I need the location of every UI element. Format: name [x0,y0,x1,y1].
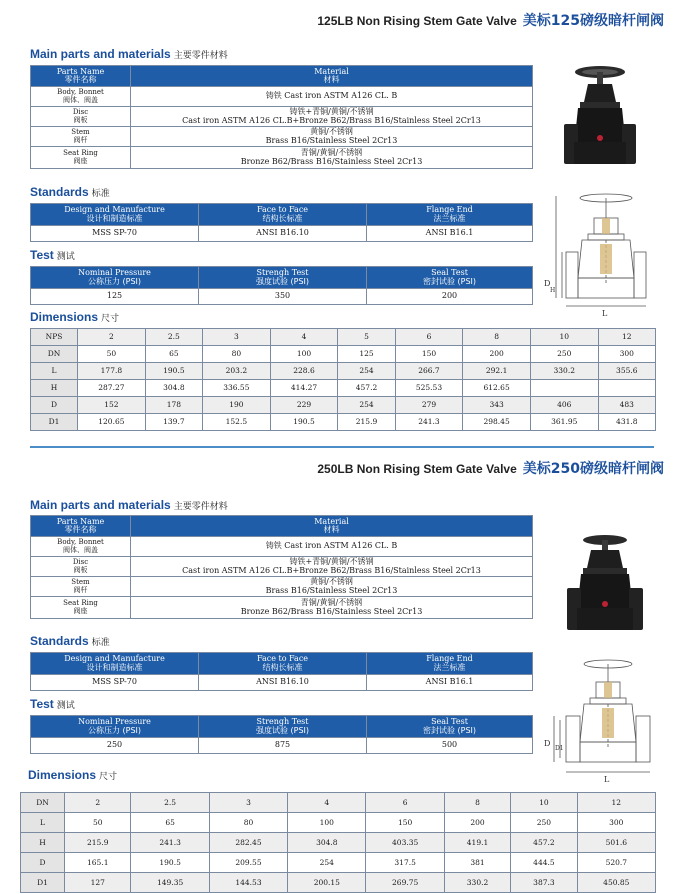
table-cell: 203.2 [203,363,271,380]
table-row: Body, Bonnet 阀体、阀盖 铸铁 Cast iron ASTM A126 CL. B [31,87,533,107]
table-cell: 10 [511,793,577,813]
table-cell: 152.5 [203,414,271,431]
table-cell: 2 [78,329,146,346]
table-cell [530,380,598,397]
table-cell: 209.55 [209,853,287,873]
test-heading: Test 测试 [30,248,75,262]
table-cell: 200 [444,813,510,833]
table-cell: 228.6 [270,363,338,380]
standards-table: Design and Manufacture 设计和制造标准 Face to Face 结构长标准 Flange End 法兰标准 MSS SP-70 ANSI B16.10 ANSI B16.1 [30,203,533,242]
label-d1: D1 [555,745,564,752]
table-cell: 2.5 [145,329,202,346]
table-cell: 100 [288,813,366,833]
row-label: L [31,363,78,380]
table-row [21,873,656,893]
table-cell: 343 [463,397,531,414]
row-label: D [31,397,78,414]
table-cell: 100 [270,346,338,363]
row-label: D [21,853,65,873]
valve-drawing [542,188,654,322]
table-cell: 190.5 [145,363,202,380]
section-250lb [0,448,684,894]
table-cell: 50 [65,813,131,833]
table-cell: 279 [395,397,463,414]
title-cn: 美标125磅级暗杆闸阀 [522,13,664,29]
header-material: Material 材料 [131,66,533,87]
table-cell: 501.6 [577,833,655,853]
table-row: Stem 阀杆 黄铜/不锈钢 Brass B16/Stainless Steel 2Cr13 [31,577,533,597]
table-cell: 483 [598,397,655,414]
test-table: Nominal Pressure 公称压力 (PSI) Strengh Test 强度试验 (PSI) Seal Test 密封试验 (PSI) 250 875 500 [30,715,533,754]
title-en: 250LB Non Rising Stem Gate Valve [317,462,517,476]
table-row: Seat Ring 阀座 青铜/黄铜/不锈钢 Bronze B62/Brass B16/Stainless Steel 2Cr13 [31,597,533,619]
table-cell: 80 [203,346,271,363]
table-cell: 229 [270,397,338,414]
table-cell: 361.95 [530,414,598,431]
row-label: D1 [21,873,65,893]
table-row [21,853,656,873]
table-cell: 254 [338,363,395,380]
header-parts-name: Parts Name 零件名称 [31,516,131,537]
table-cell: 150 [366,813,444,833]
table-row [31,346,656,363]
table-cell: 200.15 [288,873,366,893]
table-cell: 414.27 [270,380,338,397]
table-row: MSS SP-70 ANSI B16.10 ANSI B16.1 [31,226,533,242]
table-cell: 200 [463,346,531,363]
table-cell: 190.5 [131,853,209,873]
table-cell: 165.1 [65,853,131,873]
table-cell: 215.9 [338,414,395,431]
table-row: Seat Ring 阀座 青铜/黄铜/不锈钢 Bronze B62/Brass B16/Stainless Steel 2Cr13 [31,147,533,169]
table-row [31,363,656,380]
dimensions-table [20,792,656,893]
table-cell: 5 [338,329,395,346]
label-d: D [544,279,551,288]
table-cell: 304.8 [288,833,366,853]
header-parts-name: Parts Name 零件名称 [31,66,131,87]
table-cell: 65 [131,813,209,833]
valve-drawing [542,654,654,786]
table-cell: 6 [395,329,463,346]
table-cell: 292.1 [463,363,531,380]
table-row [31,380,656,397]
table-cell: 298.45 [463,414,531,431]
table-cell: 431.8 [598,414,655,431]
table-cell: 612.65 [463,380,531,397]
section-title [317,458,664,478]
table-cell: 525.53 [395,380,463,397]
table-cell: 381 [444,853,510,873]
table-cell: 80 [209,813,287,833]
table-cell: 287.27 [78,380,146,397]
table-cell: 50 [78,346,146,363]
table-cell: 457.2 [511,833,577,853]
parts-heading: Main parts and materials 主要零件材料 [30,47,228,61]
header-material: Material 材料 [131,516,533,537]
table-cell: 387.3 [511,873,577,893]
table-cell: 241.3 [131,833,209,853]
table-cell: 266.7 [395,363,463,380]
table-cell: 177.8 [78,363,146,380]
table-cell: 8 [463,329,531,346]
standards-heading: Standards 标准 [30,185,110,199]
table-cell: 304.8 [145,380,202,397]
table-row [21,833,656,853]
table-cell: 336.55 [203,380,271,397]
dimensions-heading: Dimensions 尺寸 [28,768,118,782]
table-cell: 12 [598,329,655,346]
parts-table [30,515,533,619]
table-cell: 4 [288,793,366,813]
table-row: Stem 阀杆 黄铜/不锈钢 Brass B16/Stainless Steel 2Cr13 [31,127,533,147]
standards-table: Design and Manufacture 设计和制造标准 Face to Face 结构长标准 Flange End 法兰标准 MSS SP-70 ANSI B16.10 ANSI B16.1 [30,652,533,691]
table-cell: 2 [65,793,131,813]
table-cell: 444.5 [511,853,577,873]
table-row [21,793,656,813]
table-row: 250 875 500 [31,738,533,754]
table-cell: 8 [444,793,510,813]
table-cell: 300 [577,813,655,833]
table-cell: 355.6 [598,363,655,380]
table-cell: 2.5 [131,793,209,813]
table-cell [598,380,655,397]
table-cell: 125 [338,346,395,363]
table-cell: 241.3 [395,414,463,431]
table-cell: 127 [65,873,131,893]
table-cell: 250 [511,813,577,833]
table-cell: 419.1 [444,833,510,853]
parts-table [30,65,533,169]
table-row [31,397,656,414]
table-cell: 300 [598,346,655,363]
table-cell: 139.7 [145,414,202,431]
dimensions-table [30,328,656,431]
table-cell: 317.5 [366,853,444,873]
table-row: MSS SP-70 ANSI B16.10 ANSI B16.1 [31,675,533,691]
table-row [31,329,656,346]
table-cell: 190 [203,397,271,414]
table-cell: 250 [530,346,598,363]
row-label: DN [21,793,65,813]
standards-heading: Standards 标准 [30,634,110,648]
dimensions-heading: Dimensions 尺寸 [30,310,120,324]
title-en: 125LB Non Rising Stem Gate Valve [317,14,517,28]
table-row: Disc 阀板 铸铁+青铜/黄铜/不锈钢 Cast iron ASTM A126 CL.B+Bronze B62/Brass B16/Stainless Steel 2Cr13 [31,557,533,577]
row-label: H [21,833,65,853]
table-cell: 10 [530,329,598,346]
table-row: Disc 阀板 铸铁+青铜/黄铜/不锈钢 Cast iron ASTM A126 CL.B+Bronze B62/Brass B16/Stainless Steel 2Cr13 [31,107,533,127]
table-cell: 3 [209,793,287,813]
table-cell: 190.5 [270,414,338,431]
label-l: L [604,775,610,784]
row-label: H [31,380,78,397]
table-cell: 406 [530,397,598,414]
table-cell: 149.35 [131,873,209,893]
row-label: D1 [31,414,78,431]
parts-heading: Main parts and materials 主要零件材料 [30,498,228,512]
valve-photo [560,62,640,174]
table-cell: 282.45 [209,833,287,853]
label-d: D [544,739,551,748]
row-label: DN [31,346,78,363]
table-row [21,813,656,833]
table-cell: 520.7 [577,853,655,873]
row-label: L [21,813,65,833]
label-h: H [550,287,556,294]
table-cell: 178 [145,397,202,414]
table-row: Body, Bonnet 阀体、阀盖 铸铁 Cast iron ASTM A126 CL. B [31,537,533,557]
table-cell: 6 [366,793,444,813]
valve-photo [565,532,645,636]
test-heading: Test 测试 [30,697,75,711]
table-cell: 3 [203,329,271,346]
table-cell: 403.35 [366,833,444,853]
test-table: Nominal Pressure 公称压力 (PSI) Strengh Test 强度试验 (PSI) Seal Test 密封试验 (PSI) 125 350 200 [30,266,533,305]
label-l: L [602,309,608,318]
table-row: 125 350 200 [31,289,533,305]
table-cell: 450.85 [577,873,655,893]
table-cell: 152 [78,397,146,414]
table-row [31,414,656,431]
table-cell: 215.9 [65,833,131,853]
title-cn: 美标250磅级暗杆闸阀 [522,461,664,477]
table-cell: 65 [145,346,202,363]
table-cell: 254 [288,853,366,873]
row-label: NPS [31,329,78,346]
table-cell: 269.75 [366,873,444,893]
table-cell: 254 [338,397,395,414]
table-cell: 120.65 [78,414,146,431]
table-cell: 457.2 [338,380,395,397]
table-cell: 330.2 [444,873,510,893]
table-cell: 150 [395,346,463,363]
table-cell: 4 [270,329,338,346]
section-title [317,10,664,30]
table-cell: 144.53 [209,873,287,893]
table-cell: 12 [577,793,655,813]
table-cell: 330.2 [530,363,598,380]
